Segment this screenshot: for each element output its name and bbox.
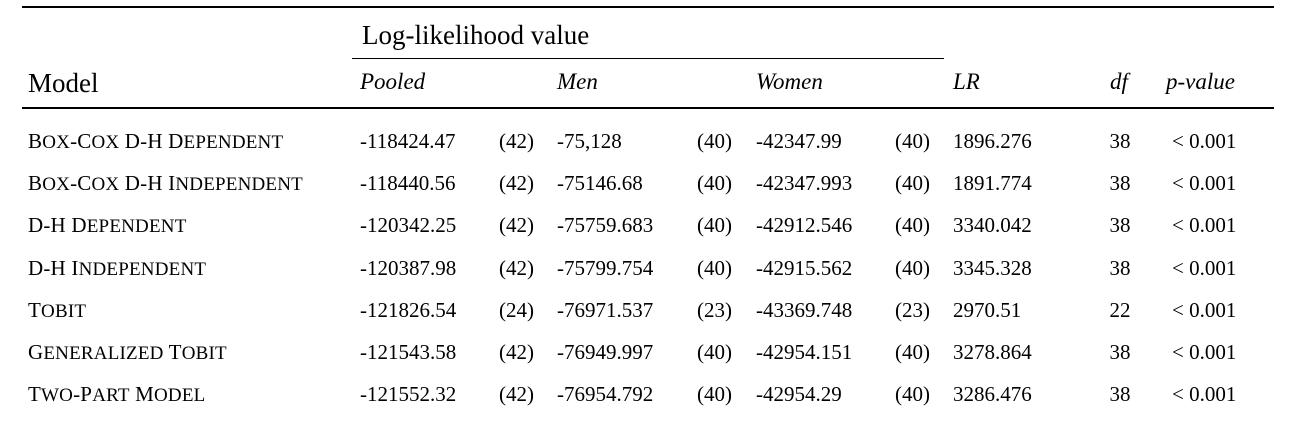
cell-women: -42954.29 (756, 382, 842, 406)
model-name: BOX-COX D-H DEPENDENT (28, 129, 284, 153)
cell-men: -75146.68 (557, 171, 643, 195)
table-row (0, 215, 1290, 245)
cell-women-params: (40) (895, 171, 930, 195)
table-row (0, 173, 1290, 203)
cell-lr: 2970.51 (953, 298, 1022, 322)
cell-men: -76971.537 (557, 298, 654, 322)
cell-men: -76949.997 (557, 340, 654, 364)
cell-pooled: -121552.32 (360, 382, 457, 406)
cell-pooled: -118440.56 (360, 171, 456, 195)
cell-pvalue: < 0.001 (1172, 256, 1237, 280)
cell-men: -75759.683 (557, 213, 654, 237)
cell-lr: 3286.476 (953, 382, 1032, 406)
cell-df: 38 (1109, 213, 1131, 237)
cell-pooled-params: (42) (499, 382, 534, 406)
cell-pooled-params: (42) (499, 129, 534, 153)
cell-df: 38 (1109, 382, 1131, 406)
cell-df: 38 (1109, 129, 1131, 153)
cell-pooled: -121826.54 (360, 298, 457, 322)
cell-men-params: (23) (697, 298, 732, 322)
cell-women-params: (40) (895, 340, 930, 364)
cell-df: 38 (1109, 256, 1131, 280)
table-top-rule (22, 6, 1274, 8)
cell-men-params: (40) (697, 382, 732, 406)
cell-pooled-params: (42) (499, 340, 534, 364)
cell-women: -42954.151 (756, 340, 853, 364)
cell-women-params: (23) (895, 298, 930, 322)
cell-men-params: (40) (697, 171, 732, 195)
column-header-pooled: Pooled (360, 69, 426, 94)
cell-women: -42915.562 (756, 256, 853, 280)
cell-pooled-params: (42) (499, 256, 534, 280)
cell-pooled: -120342.25 (360, 213, 457, 237)
model-name: D-H INDEPENDENT (28, 256, 207, 280)
cell-lr: 3340.042 (953, 213, 1032, 237)
cell-pooled: -120387.98 (360, 256, 457, 280)
cell-pooled-params: (24) (499, 298, 534, 322)
cell-men: -75,128 (557, 129, 622, 153)
cell-women: -42347.99 (756, 129, 842, 153)
group-header-log-likelihood: Log-likelihood value (362, 20, 590, 50)
cell-df: 38 (1109, 340, 1131, 364)
table-row (0, 342, 1290, 372)
cell-pvalue: < 0.001 (1172, 171, 1237, 195)
cell-df: 38 (1109, 171, 1131, 195)
cell-men-params: (40) (697, 129, 732, 153)
cell-pooled-params: (42) (499, 171, 534, 195)
column-header-df: df (1110, 69, 1128, 94)
cell-lr: 1891.774 (953, 171, 1032, 195)
table-row (0, 384, 1290, 414)
cell-pvalue: < 0.001 (1172, 340, 1237, 364)
cell-women: -43369.748 (756, 298, 853, 322)
cell-pvalue: < 0.001 (1172, 382, 1237, 406)
column-header-model: Model (28, 68, 99, 98)
cell-women-params: (40) (895, 256, 930, 280)
model-name: GENERALIZED TOBIT (28, 340, 227, 364)
model-name: TOBIT (28, 298, 87, 322)
cell-women-params: (40) (895, 213, 930, 237)
column-header-women: Women (756, 69, 823, 94)
group-header-rule (352, 58, 944, 59)
cell-df: 22 (1109, 298, 1131, 322)
header-bottom-rule (22, 107, 1274, 109)
cell-lr: 1896.276 (953, 129, 1032, 153)
cell-men-params: (40) (697, 213, 732, 237)
cell-pvalue: < 0.001 (1172, 298, 1237, 322)
model-name: D-H DEPENDENT (28, 213, 187, 237)
table-row (0, 131, 1290, 161)
cell-women: -42912.546 (756, 213, 853, 237)
model-name: TWO-PART MODEL (28, 382, 206, 406)
column-header-pvalue: p-value (1166, 69, 1235, 94)
cell-women-params: (40) (895, 382, 930, 406)
cell-men: -75799.754 (557, 256, 654, 280)
cell-women: -42347.993 (756, 171, 853, 195)
cell-lr: 3278.864 (953, 340, 1032, 364)
table-row (0, 258, 1290, 288)
table-row (0, 300, 1290, 330)
cell-pooled: -121543.58 (360, 340, 457, 364)
cell-men-params: (40) (697, 256, 732, 280)
cell-men: -76954.792 (557, 382, 654, 406)
cell-men-params: (40) (697, 340, 732, 364)
cell-pvalue: < 0.001 (1172, 213, 1237, 237)
column-header-lr: LR (953, 69, 980, 94)
cell-pvalue: < 0.001 (1172, 129, 1237, 153)
model-name: BOX-COX D-H INDEPENDENT (28, 171, 303, 195)
cell-lr: 3345.328 (953, 256, 1032, 280)
cell-women-params: (40) (895, 129, 930, 153)
cell-pooled: -118424.47 (360, 129, 456, 153)
cell-pooled-params: (42) (499, 213, 534, 237)
column-header-men: Men (557, 69, 598, 94)
